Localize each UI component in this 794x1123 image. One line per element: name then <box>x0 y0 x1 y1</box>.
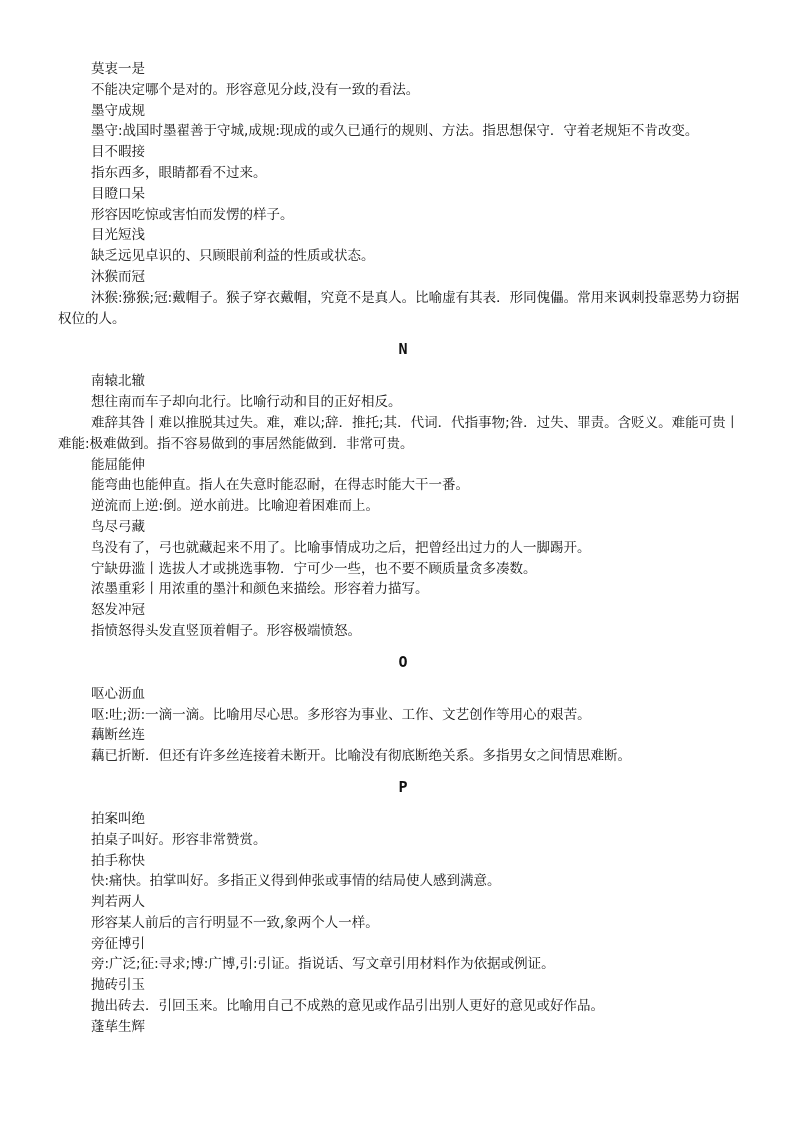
idiom-term: 拍案叫绝 <box>91 810 145 827</box>
idiom-term: 莫衷一是 <box>91 61 145 77</box>
idiom-definition: 形容某人前后的言行明显不一致,象两个人一样。 <box>91 914 379 931</box>
idiom-definition: 形容因吃惊或害怕而发愣的样子。 <box>91 206 294 223</box>
idiom-term: 墨守成规 <box>91 102 145 119</box>
idiom-definition: 抛出砖去．引回玉来。比喻用自己不成熟的意见或作品引出别人更好的意见或好作品。 <box>91 998 604 1015</box>
section-heading-o: O <box>398 652 408 671</box>
idiom-term: 南辕北辙 <box>91 373 145 390</box>
idiom-entry: 浓墨重彩丨用浓重的墨汁和颜色来描绘。形容着力描写。 <box>91 581 429 598</box>
idiom-term: 目光短浅 <box>91 227 145 244</box>
idiom-definition: 快:痛快。拍掌叫好。多指正义得到伸张或事情的结局使人感到满意。 <box>91 873 501 890</box>
idiom-term: 呕心沥血 <box>91 685 145 702</box>
idiom-definition: 拍桌子叫好。形容非常赞赏。 <box>91 831 267 848</box>
idiom-definition: 沐猴:猕猴;冠:戴帽子。猴子穿衣戴帽，究竟不是真人。比喻虚有其表．形同傀儡。常用来讽刺投靠恶势力窃据权位的人。 <box>58 289 740 327</box>
idiom-term: 鸟尽弓藏 <box>91 518 145 535</box>
idiom-term: 判若两人 <box>91 894 145 911</box>
idiom-term: 能屈能伸 <box>91 456 145 473</box>
idiom-term: 旁征博引 <box>91 935 145 952</box>
idiom-term: 目瞪口呆 <box>91 185 145 202</box>
idiom-definition: 能弯曲也能伸直。指人在失意时能忍耐，在得志时能大干一番。 <box>91 477 469 494</box>
idiom-term: 怒发冲冠 <box>91 602 145 619</box>
idiom-term: 蓬荜生辉 <box>91 1018 145 1035</box>
idiom-definition: 旁:广泛;征:寻求;博:广博,引:引证。指说话、写文章引用材料作为依据或例证。 <box>91 956 555 973</box>
idiom-entry: 逆流而上逆:倒。逆水前进。比喻迎着困难而上。 <box>91 498 380 515</box>
idiom-term: 沐猴而冠 <box>91 268 145 285</box>
idiom-entry: 宁缺毋滥丨选拔人才或挑选事物．宁可少一些，也不要不顾质量贪多凑数。 <box>91 560 537 577</box>
idiom-definition: 缺乏远见卓识的、只顾眼前利益的性质或状态。 <box>91 248 375 265</box>
idiom-term: 藕断丝连 <box>91 727 145 744</box>
idiom-definition: 想往南而车子却向北行。比喻行动和目的正好相反。 <box>91 394 402 411</box>
idiom-term: 目不暇接 <box>91 144 145 161</box>
idiom-term: 拍手称快 <box>91 852 145 869</box>
idiom-definition: 指东西多，眼睛都看不过来。 <box>91 164 267 181</box>
idiom-definition: 藕已折断．但还有许多丝连接着未断开。比喻没有彻底断绝关系。多指男女之间情思难断。 <box>91 748 631 765</box>
section-heading-p: P <box>398 777 408 796</box>
idiom-definition: 鸟没有了，弓也就藏起来不用了。比喻事情成功之后，把曾经出过力的人一脚踢开。 <box>91 539 591 556</box>
idiom-definition: 呕:吐;沥:一滴一滴。比喻用尽心思。多形容为事业、工作、文艺创作等用心的艰苦。 <box>91 706 591 723</box>
idiom-term: 抛砖引玉 <box>91 977 145 994</box>
idiom-definition: 不能决定哪个是对的。形容意见分歧,没有一致的看法。 <box>91 81 420 98</box>
idiom-entry: 难辞其咎丨难以推脱其过失。难，难以;辞．推托;其．代词．代指事物;咎．过失、罪责。含贬义。难能可贵丨难能:极难做到。指不容易做到的事居然能做到．非常可贵。 <box>58 414 740 452</box>
idiom-definition: 墨守:战国时墨翟善于守城,成规:现成的或久已通行的规则、方法。指思想保守．守着老规矩不肯改变。 <box>91 123 699 140</box>
document-body <box>58 59 748 1038</box>
idiom-definition: 指愤怒得头发直竖顶着帽子。形容极端愤怒。 <box>91 622 361 639</box>
section-heading-n: N <box>398 340 408 359</box>
